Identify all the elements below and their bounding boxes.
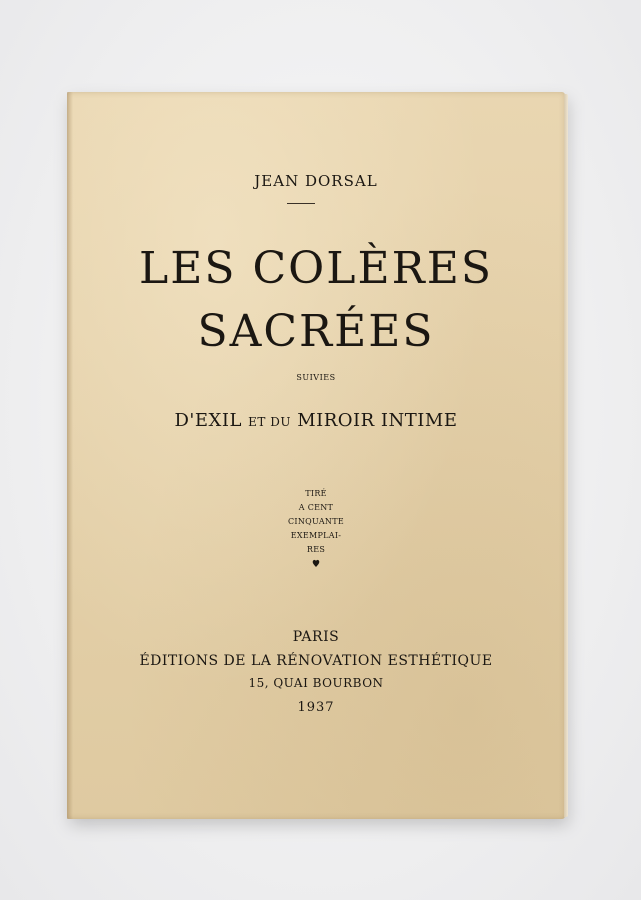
print-run-line: TIRÉ bbox=[305, 489, 327, 498]
print-run-line: EXEMPLAI- bbox=[290, 531, 342, 540]
fleuron-icon bbox=[67, 558, 565, 571]
publisher-name: ÉDITIONS DE LA RÉNOVATION ESTHÉTIQUE bbox=[139, 653, 493, 669]
subtitle-part-1: D'EXIL bbox=[174, 410, 242, 431]
divider-rule bbox=[287, 203, 315, 204]
title-line-1: LES COLÈRES bbox=[139, 243, 493, 294]
title-line-2: SACRÉES bbox=[197, 306, 435, 357]
book-cover bbox=[67, 92, 565, 819]
print-run-line: A CENT bbox=[298, 503, 334, 512]
print-run-note bbox=[67, 487, 565, 557]
subtitle-part-2: MIROIR INTIME bbox=[297, 410, 458, 431]
publisher-address: 15, QUAI BOURBON bbox=[248, 676, 384, 690]
print-run-line: RES bbox=[306, 545, 326, 554]
publisher-city: PARIS bbox=[292, 629, 340, 645]
subtitle bbox=[67, 410, 565, 431]
suivies-label: SUIVIES bbox=[296, 373, 336, 382]
subtitle-connector: ET DU bbox=[248, 415, 291, 429]
print-run-line: CINQUANTE bbox=[288, 517, 344, 526]
publication-year: 1937 bbox=[297, 700, 335, 715]
author-name: JEAN DORSAL bbox=[254, 172, 378, 190]
